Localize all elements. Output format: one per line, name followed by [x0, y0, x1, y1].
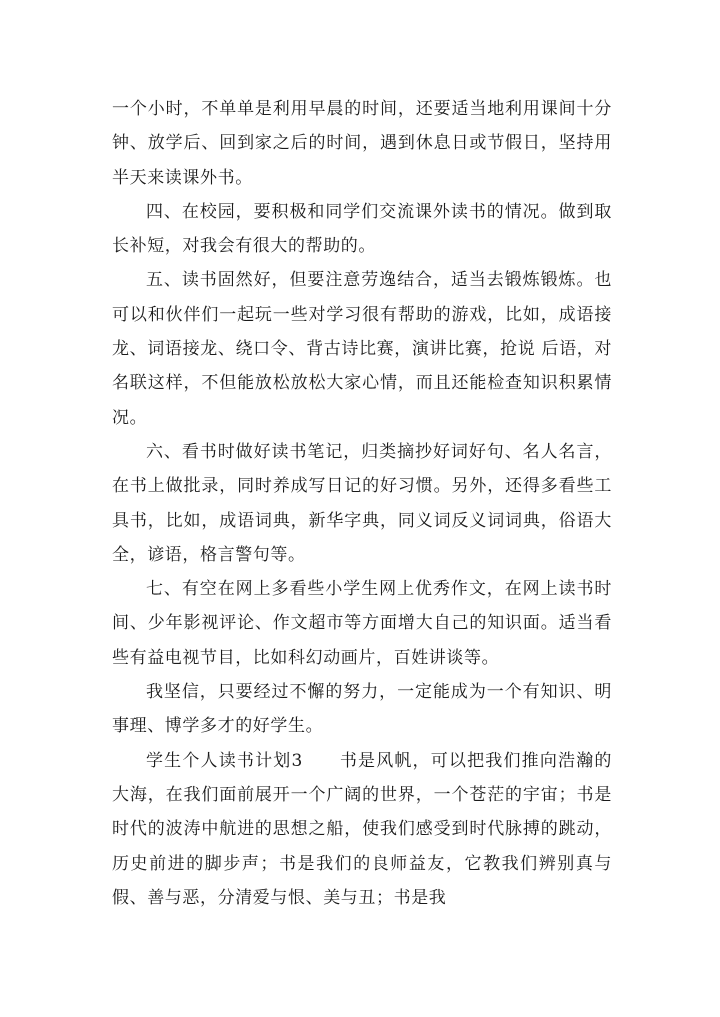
- paragraph-conclusion: 我坚信，只要经过不懈的努力，一定能成为一个有知识、明事理、博学多才的好学生。: [112, 682, 612, 737]
- paragraph-plan-3: 学生个人读书计划3 书是风帆，可以把我们推向浩瀚的大海，在我们面前展开一个广阔的世界，一个苍茫的宇宙；书是时代的波涛中航进的思想之船，使我们感受到时代脉搏的跳动，历史前进的脚步声；书是我们的良师益友，它教我们辨别真与假、善与恶，分清爱与恨、美与丑；书是我: [112, 750, 612, 908]
- paragraph-item-7: 七、有空在网上多看些小学生网上优秀作文，在网上读书时间、少年影视评论、作文超市等方面增大自己的知识面。适当看些有益电视节目，比如科幻动画片，百姓讲谈等。: [112, 579, 612, 668]
- paragraph-item-5: 五、读书固然好，但要注意劳逸结合，适当去锻炼锻炼。也可以和伙伴们一起玩一些对学习很有帮助的游戏，比如，成语接龙、词语接龙、绕口令、背古诗比赛，演讲比赛，抢说 后语，对名联这样，不但能放松放松大家心情，而且还能检查知识积累情况。: [112, 270, 612, 428]
- paragraph-continuation: 一个小时，不单单是利用早晨的时间，还要适当地利用课间十分钟、放学后、回到家之后的时间，遇到休息日或节假日，坚持用半天来读课外书。: [112, 99, 612, 188]
- document-body: [112, 92, 612, 915]
- paragraph-item-4: 四、在校园，要积极和同学们交流课外读书的情况。做到取长补短，对我会有很大的帮助的。: [112, 201, 612, 257]
- paragraph-item-6: 六、看书时做好读书笔记，归类摘抄好词好句、名人名言，在书上做批录，同时养成写日记的好习惯。另外，还得多看些工具书，比如，成语词典，新华字典，同义词反义词词典，俗语大全，谚语，格言警句等。: [112, 441, 612, 565]
